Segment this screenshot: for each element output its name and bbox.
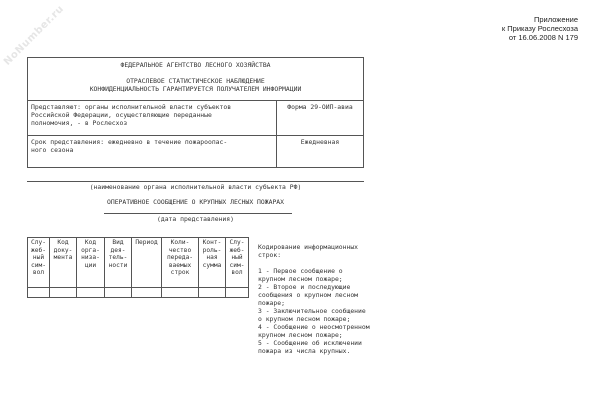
column-header-2-line-3: мента	[53, 254, 73, 262]
appendix-line-1: Приложение	[534, 15, 578, 24]
coding-item-1-line-2: крупном лесном пожаре;	[258, 275, 343, 283]
deadline-cell	[28, 136, 277, 167]
column-header-6-line-4: ваемых	[168, 261, 192, 269]
column-header-6-line-2: чество	[168, 246, 192, 254]
coding-item-5-line-1: 5 - Сообщение об исключении	[258, 339, 362, 347]
column-header-8-line-5: вол	[231, 269, 243, 277]
submitters-line-1: Представляют: органы исполнительной власти субъектов	[31, 103, 232, 111]
column-header-6-line-3: переда-	[166, 254, 194, 262]
confidentiality-note: КОНФИДЕНЦИАЛЬНОСТЬ ГАРАНТИРУЕТСЯ ПОЛУЧАТЕЛЕМ ИНФОРМАЦИИ	[89, 85, 302, 93]
column-header-8	[226, 238, 249, 288]
appendix-line-2: к Приказу Рослесхоза	[501, 24, 578, 33]
column-header-3-line-4: ции	[84, 261, 97, 269]
column-header-1-line-4: сим-	[31, 261, 46, 269]
appendix-note	[502, 15, 578, 42]
column-header-8-line-1: Слу-	[229, 239, 245, 246]
column-header-2-line-2: доку-	[53, 246, 73, 254]
column-header-1	[28, 238, 50, 288]
column-header-3-line-2: орга-	[81, 246, 100, 254]
column-header-1-line-1: Слу-	[31, 239, 46, 246]
deadline-line-2: ного сезона	[31, 146, 74, 154]
column-header-6	[162, 238, 199, 288]
column-value-cell-2	[50, 288, 77, 298]
date-caption: (дата представления)	[157, 215, 234, 223]
submitters-cell	[28, 101, 277, 135]
coding-title-1: Кодирование информационных	[258, 243, 359, 251]
coding-item-4-line-2: крупном лесном пожаре;	[258, 331, 343, 339]
coding-item-2-line-1: 2 - Второе и последующие	[258, 283, 351, 291]
column-header-4-line-4: ности	[108, 261, 128, 269]
column-value-cell-7	[199, 288, 226, 298]
column-header-8-line-3: ный	[231, 254, 243, 262]
column-value-cell-6	[162, 288, 199, 298]
column-value-cell-8	[226, 288, 249, 298]
date-underline	[104, 213, 292, 214]
column-value-cell-3	[77, 288, 105, 298]
column-header-3	[77, 238, 105, 288]
column-header-4	[105, 238, 132, 288]
column-header-2-line-1: Код	[57, 239, 69, 246]
form-number-cell	[277, 101, 363, 135]
coding-legend	[258, 243, 373, 355]
appendix-line-3: от 16.06.2008 N 179	[508, 33, 578, 42]
coding-item-4-line-1: 4 - Сообщение о неосмотренном	[258, 323, 370, 331]
form-number: Форма 29-ОИП-авиа	[287, 103, 353, 111]
columns-table	[27, 237, 249, 298]
coding-item-2-line-2: сообщения о крупном лесном	[258, 291, 359, 299]
coding-item-3-line-1: 3 - Заключительное сообщение	[258, 307, 366, 315]
frequency: Ежедневная	[300, 138, 340, 146]
column-header-7-line-4: сумма	[202, 261, 222, 269]
deadline-row	[27, 136, 364, 168]
submitters-line-3: полномочия, - в Рослесхоз	[31, 119, 128, 127]
coding-item-3-line-2: о крупном лесном пожаре;	[258, 315, 351, 323]
column-header-6-line-5: строк	[170, 269, 190, 277]
coding-item-1-line-1: 1 - Первое сообщение о	[258, 267, 343, 275]
column-header-4-line-2: дея-	[110, 246, 126, 254]
form-header-box	[27, 57, 364, 101]
column-header-7-line-3: ная	[206, 254, 218, 262]
frequency-cell	[277, 136, 363, 167]
deadline-line-1: Срок представления: ежедневно в течение пожароопас-	[31, 138, 228, 146]
authority-underline	[27, 181, 364, 182]
column-value-cell-5	[132, 288, 162, 298]
coding-title-2: строк:	[258, 251, 282, 259]
agency-name: ФЕДЕРАЛЬНОЕ АГЕНТСТВО ЛЕСНОГО ХОЗЯЙСТВА	[120, 61, 271, 69]
watermark: NoNumber.ru	[2, 3, 67, 68]
column-header-4-line-1: Вид	[112, 239, 124, 246]
column-header-8-line-4: сим-	[229, 261, 245, 269]
submitters-line-2: Российской Федерации, осуществляющие переданные	[31, 111, 212, 119]
column-value-cell-4	[105, 288, 132, 298]
column-header-1-line-3: ный	[32, 254, 45, 262]
observation-type: ОТРАСЛЕВОЕ СТАТИСТИЧЕСКОЕ НАБЛЮДЕНИЕ	[126, 77, 265, 85]
authority-caption: (наименование органа исполнительной власти субъекта РФ)	[89, 183, 302, 191]
column-header-7	[199, 238, 226, 288]
column-header-2	[50, 238, 77, 288]
column-header-5-line-1: Период	[135, 239, 158, 246]
column-header-7-line-1: Конт-	[202, 239, 222, 246]
column-header-3-line-3: низа-	[81, 254, 100, 262]
column-header-1-line-5: вол	[32, 269, 45, 277]
column-header-7-line-2: роль-	[202, 246, 222, 254]
coding-item-2-line-3: пожаре;	[258, 299, 285, 307]
column-header-6-line-1: Коли-	[170, 239, 190, 246]
report-title: ОПЕРАТИВНОЕ СООБЩЕНИЕ О КРУПНЫХ ЛЕСНЫХ ПОЖАРАХ	[107, 198, 284, 206]
column-header-8-line-2: жеб-	[229, 246, 245, 254]
column-value-cell-1	[28, 288, 50, 298]
column-header-5	[132, 238, 162, 288]
coding-item-5-line-2: пожара из числа крупных.	[258, 347, 351, 355]
column-header-3-line-1: Код	[84, 239, 97, 246]
column-header-4-line-3: тель-	[108, 254, 128, 262]
submitters-row	[27, 101, 364, 136]
column-header-1-line-2: жеб-	[31, 246, 46, 254]
